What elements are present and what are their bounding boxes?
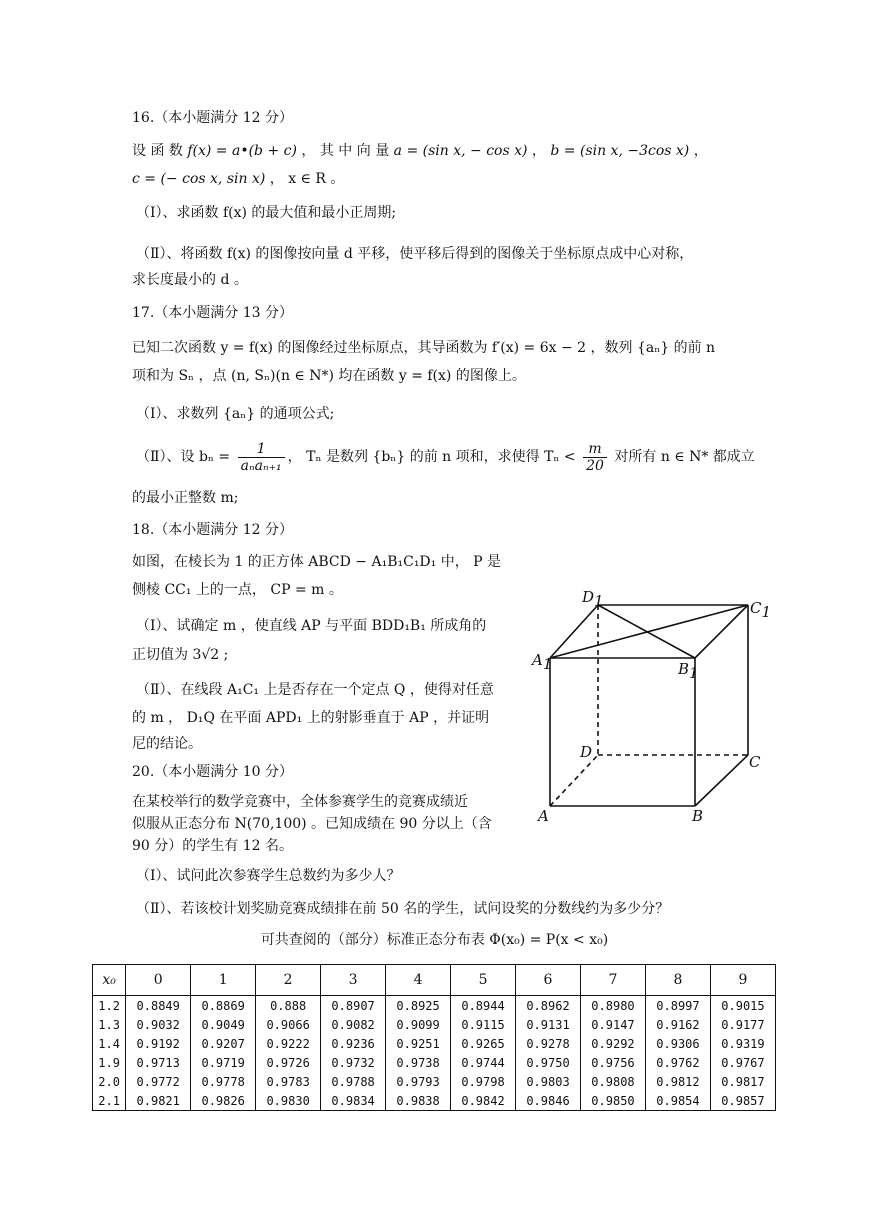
table-cell: 0.9292 [581, 1034, 646, 1053]
table-cell: 0.9251 [386, 1034, 451, 1053]
q17-header: 17.（本小题满分 13 分） [132, 305, 293, 321]
table-col-header: 4 [386, 965, 451, 996]
table-cell: 0.8997 [645, 996, 710, 1016]
q20-line1: 在某校举行的数学竞赛中，全体参赛学生的竞赛成绩近 [132, 794, 468, 810]
table-cell: 0.9793 [386, 1072, 451, 1091]
label-a: A [538, 807, 549, 825]
table-cell: 0.9783 [256, 1072, 321, 1091]
table-col-header: 1 [191, 965, 256, 996]
label-b: B [692, 807, 704, 825]
q16-part2-line1: （Ⅱ）、将函数 f(x) 的图像按向量 d 平移，使平移后得到的图像关于坐标原点成中心对称， [136, 246, 694, 262]
q20-header: 20.（本小题满分 10 分） [132, 764, 293, 780]
table-caption: 可共查阅的（部分）标准正态分布表 Φ(x₀) = P(x < x₀) [260, 932, 609, 948]
table-cell: 0.9236 [321, 1034, 386, 1053]
diag-d1b1 [598, 605, 695, 658]
q18-part2-line2: 的 m ， D₁Q 在平面 APD₁ 上的射影垂直于 AP ，并证明 [132, 710, 490, 726]
label-a1: A1 [532, 651, 553, 673]
label-d1: D1 [582, 588, 604, 610]
table-col-header: 8 [645, 965, 710, 996]
table-cell: 0.9265 [451, 1034, 516, 1053]
table-col-header: 5 [451, 965, 516, 996]
table-body [93, 996, 776, 1111]
table-cell: 0.9788 [321, 1072, 386, 1091]
table-cell: 0.9778 [191, 1072, 256, 1091]
table-cell: 0.8944 [451, 996, 516, 1016]
table-col-header: 0 [126, 965, 191, 996]
table-header-row [93, 965, 776, 996]
q17-part1: （Ⅰ）、求数列 {aₙ} 的通项公式; [136, 406, 335, 422]
table-cell: 0.9162 [645, 1015, 710, 1034]
table-col-header: 7 [581, 965, 646, 996]
table-cell: 0.9834 [321, 1091, 386, 1111]
table-cell: 0.9207 [191, 1034, 256, 1053]
q17-part2-line1: （Ⅱ）、设 bₙ = $\frac{1}{\text{aₙaₙ₊₁}}$ ， Tₙ 是数列 {bₙ} 的前 n 项和，求使得 Tₙ < $\frac{m}{20}$ 对所有 n ∈ N* 都成立 [136, 440, 755, 474]
q16-part2-line2: 求长度最小的 d 。 [132, 272, 248, 288]
table-cell: 0.9838 [386, 1091, 451, 1111]
fraction-m20: $\frac{m}{20}$ [583, 441, 607, 474]
table-cell: 0.9803 [516, 1072, 581, 1091]
table-row-label: 2.1 [93, 1091, 126, 1111]
table-cell: 0.9115 [451, 1015, 516, 1034]
table-cell: 0.9177 [710, 1015, 775, 1034]
q18-line1: 如图，在棱长为 1 的正方体 ABCD − A₁B₁C₁D₁ 中， P 是 [132, 554, 502, 570]
table-cell: 0.9732 [321, 1053, 386, 1072]
table-cell: 0.9726 [256, 1053, 321, 1072]
table-cell: 0.9099 [386, 1015, 451, 1034]
table-cell: 0.9082 [321, 1015, 386, 1034]
table-cell: 0.9713 [126, 1053, 191, 1072]
table-row-label: 1.2 [93, 996, 126, 1016]
table-cell: 0.9049 [191, 1015, 256, 1034]
table-cell: 0.9846 [516, 1091, 581, 1111]
label-b1: B1 [678, 660, 699, 682]
table-cell: 0.9798 [451, 1072, 516, 1091]
table-cell: 0.9812 [645, 1072, 710, 1091]
table-cell: 0.9772 [126, 1072, 191, 1091]
label-d: D [580, 743, 593, 761]
table-cell: 0.9808 [581, 1072, 646, 1091]
edge-a1d1 [550, 605, 598, 658]
q17-line1: 已知二次函数 y = f(x) 的图像经过坐标原点，其导函数为 f′(x) = 6x − 2 ，数列 {aₙ} 的前 n [132, 340, 716, 356]
table-row [93, 1015, 776, 1034]
table-cell: 0.9319 [710, 1034, 775, 1053]
q18-part1-line1: （Ⅰ）、试确定 m ，使直线 AP 与平面 BDD₁B₁ 所成角的 [136, 618, 487, 634]
table-cell: 0.9762 [645, 1053, 710, 1072]
table-cell: 0.9278 [516, 1034, 581, 1053]
table-cell: 0.9857 [710, 1091, 775, 1111]
table-col-header: 2 [256, 965, 321, 996]
table-cell: 0.9767 [710, 1053, 775, 1072]
table-row-label: 1.3 [93, 1015, 126, 1034]
table-cell: 0.9032 [126, 1015, 191, 1034]
q18-header: 18.（本小题满分 12 分） [132, 522, 293, 538]
table-cell: 0.9192 [126, 1034, 191, 1053]
table-cell: 0.8962 [516, 996, 581, 1016]
table-cell: 0.9756 [581, 1053, 646, 1072]
table-cell: 0.9817 [710, 1072, 775, 1091]
table-cell: 0.9015 [710, 996, 775, 1016]
normal-distribution-table [92, 964, 776, 1111]
table-cell: 0.9222 [256, 1034, 321, 1053]
table-cell: 0.9131 [516, 1015, 581, 1034]
q16-line2: c = (− cos x, sin x) ， x ∈ R 。 [132, 171, 345, 187]
table-cell: 0.8925 [386, 996, 451, 1016]
diag-a1c1 [550, 605, 748, 658]
table-cell: 0.9306 [645, 1034, 710, 1053]
q17-line2: 项和为 Sₙ ，点 (n, Sₙ)(n ∈ N*) 均在函数 y = f(x) 的图像上。 [132, 368, 526, 384]
table-row [93, 996, 776, 1016]
table-row [93, 1072, 776, 1091]
label-c: C [749, 753, 761, 771]
table-cell: 0.8980 [581, 996, 646, 1016]
table-cell: 0.9850 [581, 1091, 646, 1111]
edge-ad-hidden [550, 755, 598, 806]
table-cell: 0.888 [256, 996, 321, 1016]
cube-diagram [520, 580, 770, 830]
q18-part2-line1: （Ⅱ）、在线段 A₁C₁ 上是否存在一个定点 Q ，使得对任意 [136, 682, 494, 698]
table-cell: 0.8869 [191, 996, 256, 1016]
edge-bc [695, 755, 748, 806]
table-cell: 0.9854 [645, 1091, 710, 1111]
table-cell: 0.9830 [256, 1091, 321, 1111]
q18-part2-line3: 尼的结论。 [132, 736, 202, 752]
q20-part1: （Ⅰ）、试问此次参赛学生总数约为多少人？ [136, 868, 401, 884]
label-c1: C1 [750, 599, 772, 621]
table-col-header: 6 [516, 965, 581, 996]
table-cell: 0.9750 [516, 1053, 581, 1072]
table-cell: 0.9147 [581, 1015, 646, 1034]
table-cell: 0.9744 [451, 1053, 516, 1072]
table-col-header: 9 [710, 965, 775, 996]
table-cell: 0.9821 [126, 1091, 191, 1111]
edge-b1c1 [695, 605, 748, 658]
table-row [93, 1034, 776, 1053]
table-cell: 0.9738 [386, 1053, 451, 1072]
table-cell: 0.8849 [126, 996, 191, 1016]
q16-part1: （Ⅰ）、求函数 f(x) 的最大值和最小正周期; [136, 205, 397, 221]
table-cell: 0.9719 [191, 1053, 256, 1072]
q16-line1: 设 函 数 f(x) = a•(b + c) ， 其 中 向 量 a = (sin x, − cos x) ， b = (sin x, −3cos x) ， [132, 143, 708, 159]
table-corner: x₀ [93, 965, 126, 996]
q20-part2: （Ⅱ）、若该校计划奖励竞赛成绩排在前 50 名的学生，试问设奖的分数线约为多少分？ [136, 901, 670, 917]
table-row [93, 1053, 776, 1072]
fraction-b: $\frac{1}{\text{aₙaₙ₊₁}}$ [238, 441, 285, 474]
table-cell: 0.9826 [191, 1091, 256, 1111]
table-row-label: 1.4 [93, 1034, 126, 1053]
table-row-label: 1.9 [93, 1053, 126, 1072]
q20-line2: 似服从正态分布 N(70,100) 。已知成绩在 90 分以上（含 [132, 816, 492, 832]
q16-header: 16.（本小题满分 12 分） [132, 110, 293, 126]
table-cell: 0.8907 [321, 996, 386, 1016]
q18-part1-line2: 正切值为 3√2 ; [132, 647, 229, 663]
q17-part2-line2: 的最小正整数 m; [132, 490, 239, 506]
table-row [93, 1091, 776, 1111]
table-cell: 0.9842 [451, 1091, 516, 1111]
q20-line3: 90 分）的学生有 12 名。 [132, 838, 293, 854]
table-cell: 0.9066 [256, 1015, 321, 1034]
table-row-label: 2.0 [93, 1072, 126, 1091]
q18-line2: 侧棱 CC₁ 上的一点， CP = m 。 [132, 582, 343, 598]
table-col-header: 3 [321, 965, 386, 996]
